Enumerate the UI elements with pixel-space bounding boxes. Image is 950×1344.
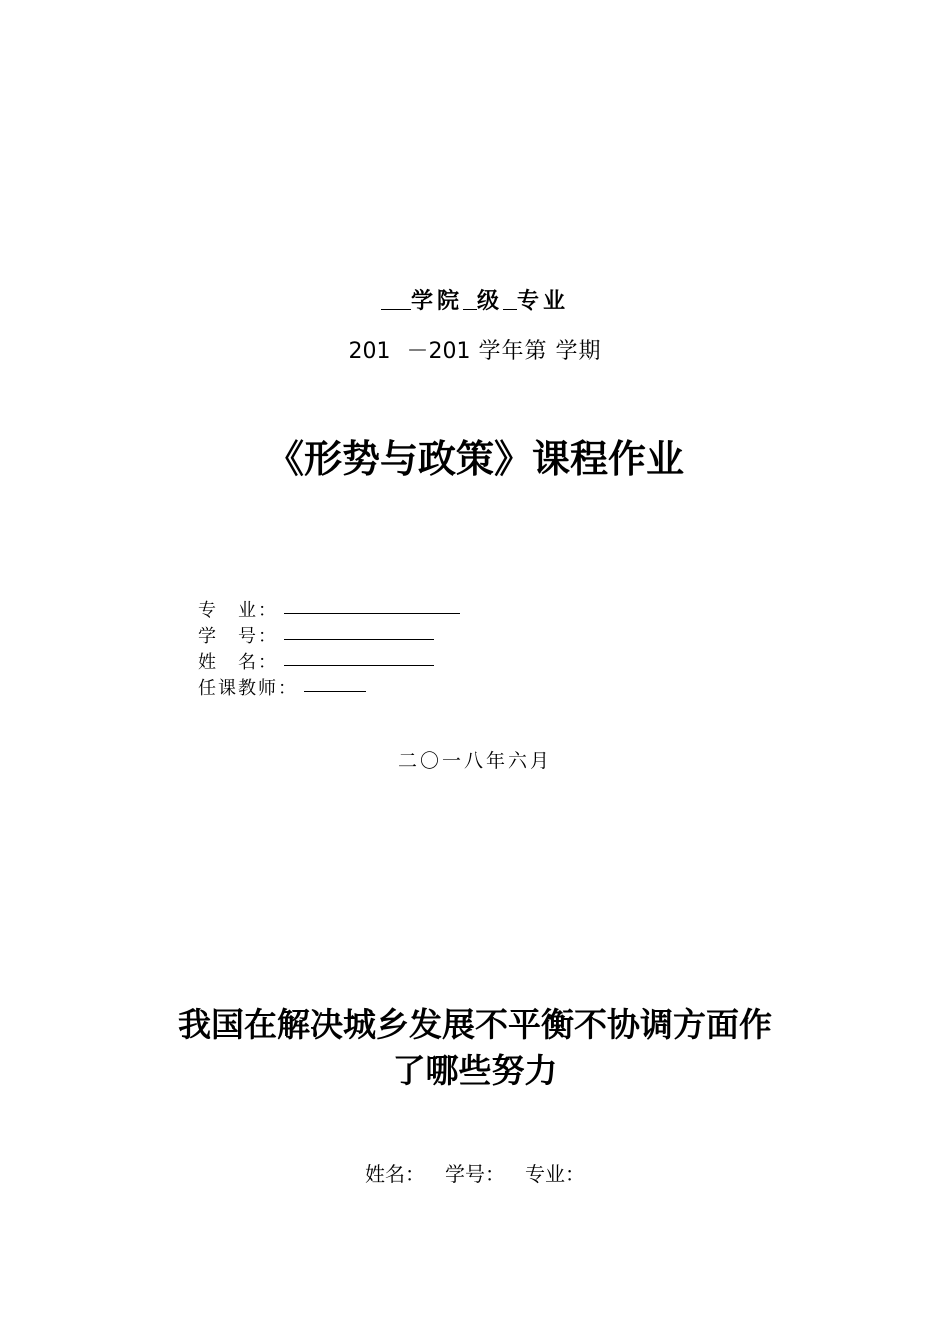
- college-major-line: [0, 284, 950, 315]
- author-id-label: 学号：: [445, 1162, 505, 1186]
- essay-title: [0, 1002, 950, 1094]
- author-name-label: 姓名：: [365, 1162, 425, 1186]
- college-blank: [381, 289, 411, 310]
- field-teacher: [198, 675, 366, 699]
- field-major-label: 专 业：: [198, 600, 278, 621]
- start-year: 201: [348, 339, 391, 364]
- date-line: 二〇一八年六月: [397, 750, 552, 772]
- field-teacher-label: 任课教师：: [198, 678, 298, 699]
- grade-text: 级: [476, 288, 503, 314]
- field-name-label: 姓 名：: [198, 652, 278, 673]
- grade-blank: [463, 289, 477, 310]
- term-text: 学年第 学期: [478, 339, 602, 364]
- end-year: 201: [428, 339, 471, 364]
- year-dash: －: [406, 339, 429, 364]
- author-line: [0, 1158, 950, 1187]
- field-teacher-line[interactable]: [304, 675, 366, 692]
- academic-year-line: [0, 334, 950, 365]
- field-student-id-label: 学 号：: [198, 626, 278, 647]
- field-major: [198, 597, 460, 621]
- field-major-line[interactable]: [284, 597, 460, 614]
- field-name-line[interactable]: [284, 649, 434, 666]
- college-text: 学院: [410, 288, 463, 314]
- field-student-id-line[interactable]: [284, 623, 434, 640]
- essay-title-line-2: 了哪些努力: [392, 1051, 558, 1090]
- course-title: 《形势与政策》课程作业: [265, 437, 684, 481]
- essay-title-line-1: 我国在解决城乡发展不平衡不协调方面作: [178, 1005, 772, 1044]
- field-student-id: [198, 623, 434, 647]
- major-text: 专业: [517, 288, 570, 314]
- major-blank: [503, 289, 517, 310]
- author-major-label: 专业：: [525, 1162, 585, 1186]
- field-name: [198, 649, 434, 673]
